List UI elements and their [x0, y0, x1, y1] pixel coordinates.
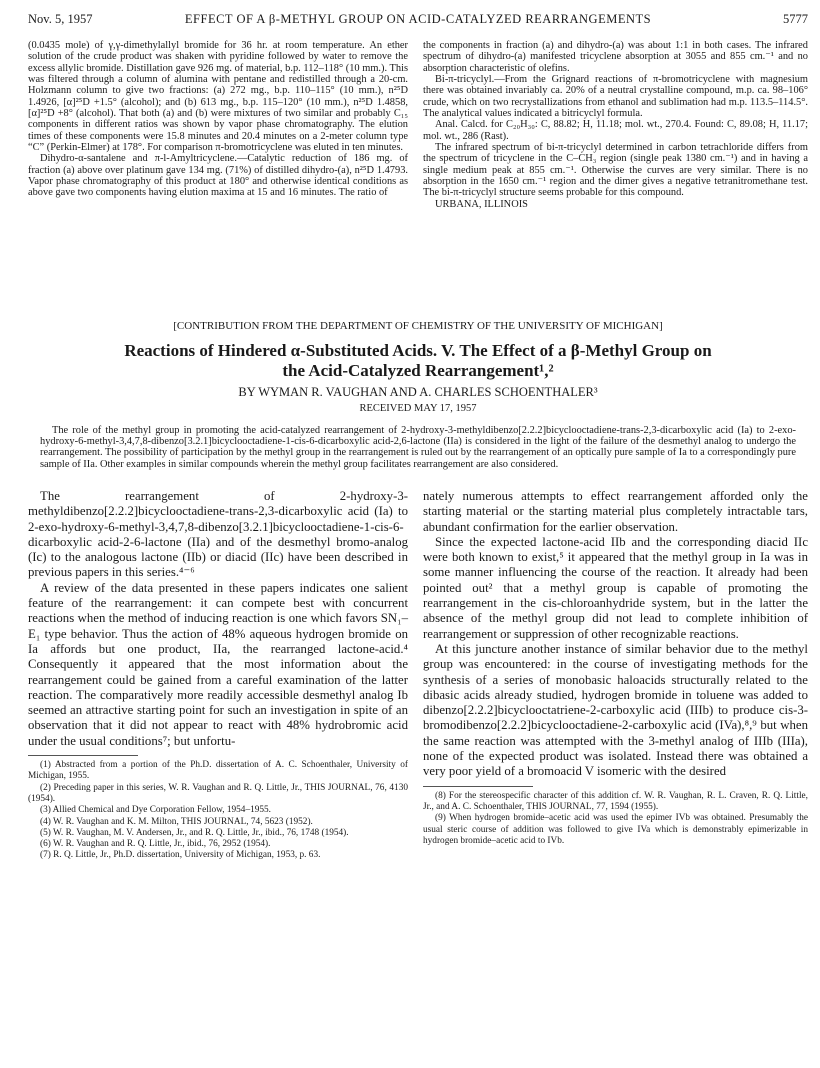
footnote: (3) Allied Chemical and Dye Corporation Fellow, 1954–1955.: [40, 805, 272, 816]
abstract: [40, 425, 796, 470]
page-header: [28, 12, 808, 28]
footnote: (8) For the stereospecific character of this addition cf. W. R. Vaughan, R. L. Craven, R. Q. Little, Jr., and A. C. Schoenthaler, THIS JOURNAL, 77, 1594 (1955).: [423, 790, 808, 812]
title-line: Reactions of Hindered α-Substituted Acids. V. The Effect of a β-Methyl Group on: [124, 341, 712, 360]
previous-article-left-column: [28, 40, 408, 199]
paragraph: the components in fraction (a) and dihydro-(a) was about 1:1 in both cases. The infrared spectrum of dihydro-(a) manifested tricyclene absorption at 3055 and 855 cm.⁻¹ and no absorption characteristic of olefins.: [423, 40, 808, 74]
paragraph: At this juncture another instance of similar behavior due to the methyl group was encountered: in the course of investigating methods for the synthesis of a series of monobasic haloacids structurally related to the dibasic acids already studied, hydrogen bromide in toluene was added to dibenzo[2.2.2]bicyclooctatriene-2-carboxylic acid (IIIb) to produce cis-3-bromodibenzo[2.2.2]bicyclooctadiene-2-carboxylic acid (IVa),⁸,⁹ but when the same reaction was attempted with the 3-methyl analog of IIIb (IIIa), none of the expected product was isolated. Instead there was obtained a very poor yield of a bromoacid V isomeric with the desired: [423, 641, 808, 779]
author-byline: BY WYMAN R. VAUGHAN AND A. CHARLES SCHOENTHALER³: [238, 385, 598, 399]
paragraph: (0.0435 mole) of γ,γ-dimethylallyl bromide for 36 hr. at room temperature. An ether solution of the crude product was shaken with pyridine followed by water to remove the excess allylic bromide. Distillation gave 926 mg. of material, b.p. 112–118° (10 mm.). This was filtered through a column of alumina with pentane and redistilled through a 20-cm. Holzmann column to give two fractions: (a) 272 mg., b.p. 110–115° (10 mm.), n²⁵D 1.4926, [α]²⁵D +1.5° (alcohol); and (b) 613 mg., b.p. 115–120° (10 mm.), n²⁵D 1.4858, [α]²⁵D +8° (alcohol). That both (a) and (b) were mixtures of two similar and probably C₁₅ components in different ratios was shown by vapor phase chromatography. The elution times of these components were 15.8 minutes and 20.4 minutes on a 2-meter column type “C” (Perkin-Elmer) at 178°. For comparison π-bromotricyclene was eluted in ten minutes.: [28, 40, 408, 154]
footnote: (4) W. R. Vaughan and K. M. Milton, THIS JOURNAL, 74, 5623 (1952).: [40, 816, 313, 827]
article-title: [28, 341, 808, 381]
footnote: (7) R. Q. Little, Jr., Ph.D. dissertation, University of Michigan, 1953, p. 63.: [40, 850, 321, 861]
header-date: Nov. 5, 1957: [28, 12, 93, 26]
received-date: RECEIVED MAY 17, 1957: [359, 403, 477, 414]
footnote-divider: [28, 755, 138, 756]
abstract-text: The role of the methyl group in promoting the acid-catalyzed rearrangement of 2-hydroxy-3-methyldibenzo[2.2.2]bicyclooctadiene-trans-2,3-dicarboxylic acid (Ia) to 2-exo-hydroxy-6-methyl-3,4,7,8-dibenzo[3.2.1]bicyclooctadiene-1-cis-6-dicarboxylic acid-2,6-lactone (IIa) is considered in the light of the failure of the desmethyl analog to undergo the rearrangement. The possibility of participation by the methyl group in the rearrangement is ruled out by the rearrangement of an optically pure sample of Ia to a correspondingly pure sample of IIa. Other examples in similar compounds wherein the methyl group facilitates rearrangement are also considered.: [40, 425, 796, 470]
running-title: EFFECT OF A β-METHYL GROUP ON ACID-CATALYZED REARRANGEMENTS: [184, 12, 652, 26]
affiliation-location: URBANA, ILLINOIS: [435, 198, 528, 210]
footnote: (9) When hydrogen bromide–acetic acid was used the epimer IVb was obtained. Presumably the usual steric course of addition was followed to give IVa which is demonstrably epimerizable in hydrogen bromide–acetic acid to IVb.: [423, 813, 808, 846]
title-line: the Acid-Catalyzed Rearrangement¹,²: [282, 361, 554, 380]
footnotes-right: [423, 791, 808, 847]
paragraph: nately numerous attempts to effect rearrangement afforded only the starting material or the starting material plus completely intractable tars, abundant confirmation for the earlier observation.: [423, 489, 808, 534]
paragraph: Dihydro-α-santalene and π-l-Amyltricyclene.—Catalytic reduction of 186 mg. of fraction (a) above over platinum gave 134 mg. (71%) of distilled dihydro-(a), n²⁵D 1.4793. Vapor phase chromatography of this product at 180° and otherwise identical conditions as above gave two components having elution maxima at 15 and 16 minutes. The ratio of: [28, 153, 408, 199]
body-left-column: [28, 489, 408, 862]
footnote: (2) Preceding paper in this series, W. R. Vaughan and R. Q. Little, Jr., THIS JOURNAL, 76, 4130 (1954).: [28, 782, 408, 804]
page-number: 5777: [783, 12, 808, 26]
paragraph: Since the expected lactone-acid IIb and the corresponding diacid IIc were both known to exist,⁵ it appeared that the methyl group in Ia was in some manner influencing the course of the reaction. It already had been pointed out² that a methyl group is capable of promoting the rearrangement in the cis-chloroanhydride system, but in the latter the absence of the methyl group did not lead to complete inhibition of rearrangement or suppression of other recognizable reactions.: [423, 534, 808, 641]
paragraph: Anal. Calcd. for C₂₀H₃₀: C, 88.82; H, 11.18; mol. wt., 270.4. Found: C, 89.08; H, 11.17; mol. wt., 286 (Rast).: [423, 119, 808, 142]
footnote: (6) W. R. Vaughan and R. Q. Little, Jr., ibid., 76, 2952 (1954).: [40, 839, 271, 850]
footnote: (1) Abstracted from a portion of the Ph.D. dissertation of A. C. Schoenthaler, University of Michigan, 1955.: [28, 760, 408, 782]
paragraph: A review of the data presented in these papers indicates one salient feature of the rearrangement: it can compete best with concurrent reactions when the method of inducing reaction is one which favors SN₁–E₁ type behavior. Thus the action of 48% aqueous hydrogen bromide on Ia affords but one product, IIa, the rearranged lactone-acid.⁴ Consequently it appeared that the most information about the rearrangement could be gained from a careful examination of the latter reaction. The comparatively more readily accessible desmethyl analog Ib seemed an attractive starting point for such an investigation in spite of an observation that it did not appear to react with 48% hydrobromic acid under the usual conditions⁷; but unfortu-: [28, 580, 408, 748]
contribution-line: [CONTRIBUTION FROM THE DEPARTMENT OF CHEMISTRY OF THE UNIVERSITY OF MICHIGAN]: [173, 320, 663, 332]
paragraph: The rearrangement of 2-hydroxy-3-methyldibenzo[2.2.2]bicyclooctadiene-trans-2,3-dicarboxylic acid (Ia) to 2-exo-hydroxy-6-methyl-3,4,7,8-dibenzo[3.2.1]bicyclooctadiene-1-cis-6-dicarboxylic acid-2-6-lactone (IIa) and of the desmethyl bromo-analog (Ic) to the analogous lactone (IIb) or diacid (IIc) have been described in previous papers in this series.⁴⁻⁶: [28, 489, 408, 580]
body-right-column: [423, 489, 808, 847]
footnote-divider: [423, 786, 533, 787]
footnotes-left: [28, 760, 408, 862]
paragraph: The infrared spectrum of bi-π-tricyclyl determined in carbon tetrachloride differs from the spectrum of tricyclene in the C–CH₃ region (single peak 1380 cm.⁻¹) and in having a single medium peak at 855 cm.⁻¹. Otherwise the curves are very similar. There is no absorption in the 1650 cm.⁻¹ region and the dimer gives a negative tetranitromethane test. The bi-π-tricyclyl structure seems probable for this compound.: [423, 142, 808, 199]
previous-article-right-column: [423, 40, 808, 210]
footnote: (5) W. R. Vaughan, M. V. Andersen, Jr., and R. Q. Little, Jr., ibid., 76, 1748 (1954).: [40, 827, 349, 838]
paragraph: Bi-π-tricyclyl.—From the Grignard reactions of π-bromotricyclene with magnesium there was obtained invariably ca. 20% of a neutral crystalline compound, m.p. ca. 98–106° crude, which on two recrystallizations from ethanol and sublimation had m.p. 113.5–114.5°. The analytical values indicated a bitricyclyl formula.: [423, 74, 808, 120]
